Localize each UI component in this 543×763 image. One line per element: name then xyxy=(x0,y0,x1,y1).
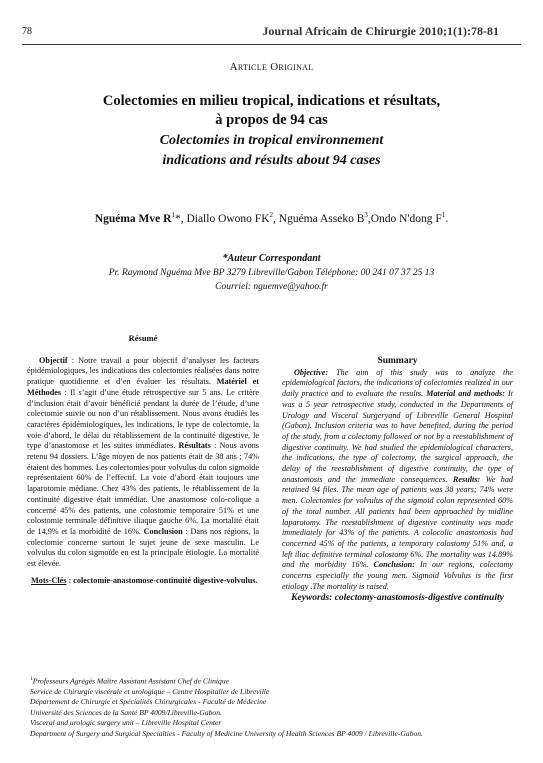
footnote-line5: Department of Surgery and Surgical Specialties - Faculty of Medicine University of Health Sciences BP 4009 / Libreville-Gabon. xyxy=(30,728,423,738)
title-english-line1: Colectomies in tropical environnement xyxy=(159,133,384,148)
summary-conclusion-label: Conclusion: xyxy=(373,560,415,570)
summary-results-label: Results: xyxy=(452,474,481,484)
summary-heading: Summary xyxy=(377,356,418,366)
correspondence-address: Pr. Raymond Nguéma Mve BP 3279 Libreville/Gabon Téléphone: 00 241 07 37 25 13 xyxy=(108,268,435,278)
author-2-affil: 2 xyxy=(269,211,274,219)
footnote-line4: Visceral and urologic surgery unit – Libreville Hospital Center xyxy=(30,718,222,728)
header-rule xyxy=(22,44,521,45)
footnote-line1: Service de Chirurgie viscérale et urologique – Centre Hospitalier de Libreville xyxy=(30,686,270,696)
author-3-name: Nguéma Asseko B xyxy=(278,212,365,225)
resume-resultats-label: Résultats xyxy=(178,441,211,451)
resume-objectif-label: Objectif xyxy=(39,355,68,365)
resume-keywords xyxy=(27,576,259,587)
author-list xyxy=(0,211,543,225)
summary-keywords: Keywords: colectomy-anastomosis-digestive continuity xyxy=(291,593,504,604)
title-french-line2: à propos de 94 cas xyxy=(215,112,328,128)
title-block xyxy=(40,92,503,170)
page-number: 78 xyxy=(22,26,32,37)
summary-results-text: We had retained 94 files. The mean age of patients was 38 years; 74% were men. Colectomies for volvulus of the sigmoid colon represented 60% of the total number. All patients had been approached by midline laparotomy. The reestablishment of digestive continuity was made immediately for 43% of the patients. A colocolic anastomosis had concerned 45% of the patients, a temporary colostomy 51% and, a left iliac definitive terminal colostomy 6%. The mortality was 14.89% and the morbidity 16%. xyxy=(282,474,514,570)
author-1-sep: *, xyxy=(174,212,187,225)
resume-keywords-text: : colectomie-anastomose-continuité digestive-volvulus. xyxy=(66,575,258,585)
resume-methodes-text: : Il s’agit d’une étude rétrospective sur 5 ans. Le critère d’inclusion était d’avoir bénéficié pendant la durée de l’étude, d’une colectomie suivie ou non d’un rétablissement. Nous avons étudiés les caractères épidémiologiques, les indications, le type de colectomie, la voie d’abord, le délai du rétablissement de la continuité digestive, le type d’anastomose et les suites immédiates. xyxy=(27,387,259,451)
article-type: Article Original xyxy=(229,61,314,73)
summary-objective-label: Objective: xyxy=(294,367,329,377)
resume-resultats-text: : Nous avons retenu 94 dossiers. L’âge moyen de nos patients était de 38 ans ; 74% étaient des hommes. Les colectomies pour volvulus du colon sigmoïde représentaient 60% de l’effectif. La voie d’abord était toujours une laparotomie médiane. Chez 43% des patients, le rétablissement de la continuité digestive était immédiat. Une anastomose colo-colique a concerné 45% des patients, une colostomie temporaire 51% et une colostomie terminale définitive iliaque gauche 6%. La mortalité était de 14,9% et la morbidité de 16%. xyxy=(27,441,259,536)
title-french-line1: Colectomies en milieu tropical, indications et résultats, xyxy=(102,93,441,109)
journal-header: Journal Africain de Chirurgie 2010;1(1):78-81 xyxy=(262,24,499,38)
summary-column xyxy=(282,356,513,604)
resume-objectif-text: : Notre travail a pour objectif d’analyser les facteurs épidémiologiques, les indications des colectomies réalisées dans notre pratique quotidienne et d’en évaluer les résultats. xyxy=(27,355,259,387)
footnote-sup-1: 1 xyxy=(30,676,33,682)
author-4-name: ,Ondo N'dong F xyxy=(367,212,442,225)
author-list-end: . xyxy=(445,212,449,225)
summary-methods-label: Material and methods: xyxy=(426,389,505,399)
author-2-sep: , xyxy=(273,212,279,225)
footnote-line3: Université des Sciences de la Santé BP 4009/Libreville-Gabon. xyxy=(30,707,222,717)
summary-objective-text: The aim of this study was to analyze the epidemiological factors, the indications of colectomies realized in our daily practice and to evaluate the results. xyxy=(282,367,513,399)
correspondence-block xyxy=(0,252,543,294)
author-2-name: Diallo Owono FK xyxy=(186,212,270,225)
resume-methodes-label: Matériel et Méthodes xyxy=(27,377,259,397)
summary-conclusion-text: In our regions, colectomy concerns especially the young men. Sigmoid Volvulus is the first etiology .The mortality is raised. xyxy=(282,560,513,591)
resume-conclusion-label: Conclusion xyxy=(143,526,183,536)
correspondence-heading: *Auteur Correspondant xyxy=(222,253,321,264)
resume-conclusion-text: : Dans nos régions, la colectomie concerne surtout le sujet jeune de sexe masculin. Le volvulus du colon sigmoïde en est la principale étiologie. La mortalité est élevée. xyxy=(27,526,259,569)
summary-body xyxy=(282,368,513,593)
resume-heading: Résumé xyxy=(128,333,158,343)
author-3-affil: 3 xyxy=(364,211,368,219)
resume-body xyxy=(27,356,259,570)
title-english-line2: indications and résults about 94 cases xyxy=(162,153,381,168)
author-1-affil: 1 xyxy=(171,211,175,219)
correspondence-email: Courriel: nguemve@yahoo.fr xyxy=(215,282,328,292)
footnotes xyxy=(30,674,520,739)
summary-methods-text: It was a 5 year retrospective study, conducted in the Departments of Urology and Visceral Surgeryand of Libreville General Hospital (Gabon). Inclusion criteria was to have benefited, during the period of the study, from a colectomy followed or not by a reestablishment of digestive continuity. We had studied the epidemiological characters, the indications, the type of colectomy, the surgical approach, the delay of the reestablishment of digestive continuity, the type of anastomosis and the immediate consequences. xyxy=(282,389,513,484)
author-4-affil: 1 xyxy=(441,211,446,219)
resume-column xyxy=(27,333,259,586)
footnote-line2: Département de Chirurgie et Spécialités Chirurgicales - Faculté de Médecine xyxy=(30,697,267,707)
footnote-roles xyxy=(30,674,520,687)
author-1-name: Nguéma Mve R xyxy=(94,212,172,225)
resume-keywords-label: Mots-Clés xyxy=(31,575,67,585)
footnote-roles-text: Professeurs Agrégés Maître Assistant Assistant Chef de Clinique xyxy=(32,676,229,686)
